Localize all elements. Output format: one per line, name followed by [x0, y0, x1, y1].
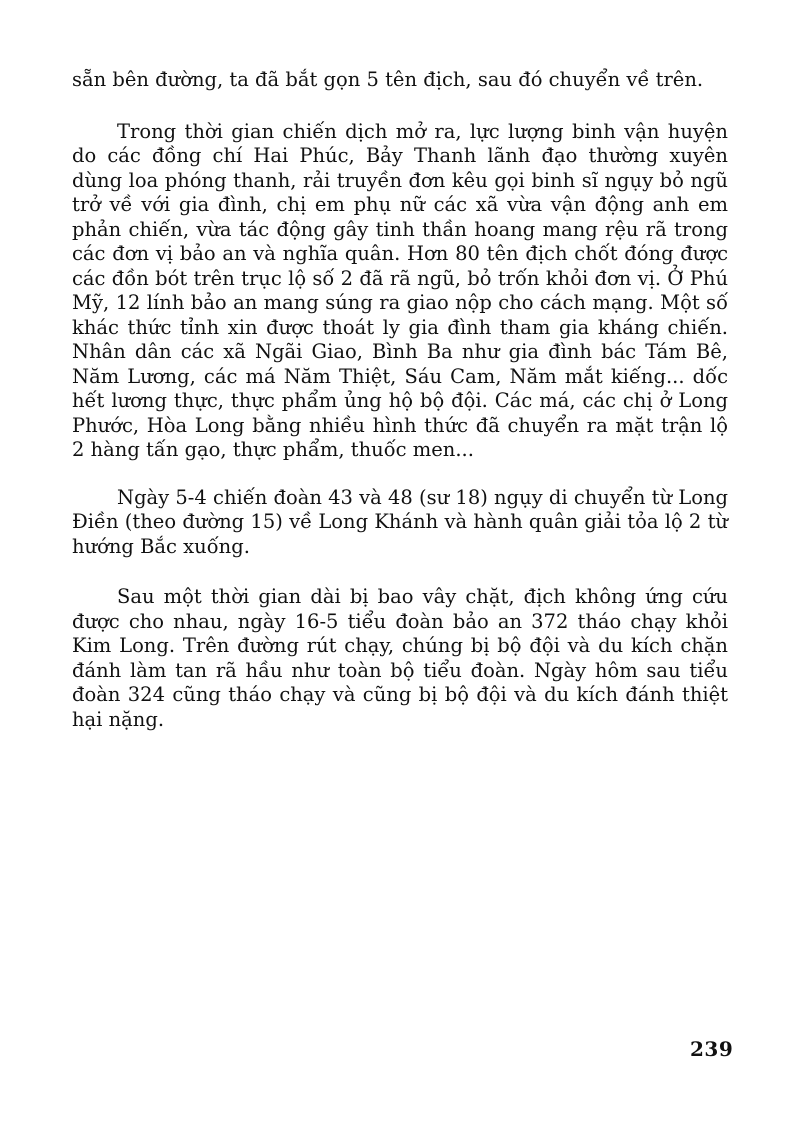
book-page-text — [72, 68, 728, 732]
paragraph-3: Ngày 5-4 chiến đoàn 43 và 48 (sư 18) ngụy di chuyển từ Long Điền (theo đường 15) về Long Khánh và hành quân giải tỏa lộ 2 từ hướng Bắc xuống. — [72, 485, 728, 558]
paragraph-4: Sau một thời gian dài bị bao vây chặt, địch không ứng cứu được cho nhau, ngày 16-5 tiểu đoàn bảo an 372 tháo chạy khỏi Kim Long. Trên đường rút chạy, chúng bị bộ đội và du kích chặn đánh làm tan rã hầu như toàn bộ tiểu đoàn. Ngày hôm sau tiểu đoàn 324 cũng tháo chạy và cũng bị bộ đội và du kích đánh thiệt hại nặng. — [72, 585, 728, 731]
page-number: 239 — [690, 1037, 734, 1061]
paragraph-1: sẵn bên đường, ta đã bắt gọn 5 tên địch, sau đó chuyển về trên. — [72, 68, 704, 91]
paragraph-2: Trong thời gian chiến dịch mở ra, lực lượng binh vận huyện do các đồng chí Hai Phúc, Bảy Thanh lãnh đạo thường xuyên dùng loa phóng thanh, rải truyền đơn kêu gọi binh sĩ ngụy bỏ ngũ trở về với gia đình, chị em phụ nữ các xã vừa vận động anh em phản chiến, vừa tác động gây tinh thần hoang mang rệu rã trong các đơn vị bảo an và nghĩa quân. Hơn 80 tên địch chốt đóng được các đồn bót trên trục lộ số 2 đã rã ngũ, bỏ trốn khỏi đơn vị. Ở Phú Mỹ, 12 lính bảo an mang súng ra giao nộp cho cách mạng. Một số khác thức tỉnh xin được thoát ly gia đình tham gia kháng chiến. Nhân dân các xã Ngãi Giao, Bình Ba như gia đình bác Tám Bê, Năm Lương, các má Năm Thiệt, Sáu Cam, Năm mắt kiếng... dốc hết lương thực, thực phẩm ủng hộ bộ đội. Các má, các chị ở Long Phước, Hòa Long bằng nhiều hình thức đã chuyển ra mặt trận lộ 2 hàng tấn gạo, thực phẩm, thuốc men... — [72, 119, 728, 461]
